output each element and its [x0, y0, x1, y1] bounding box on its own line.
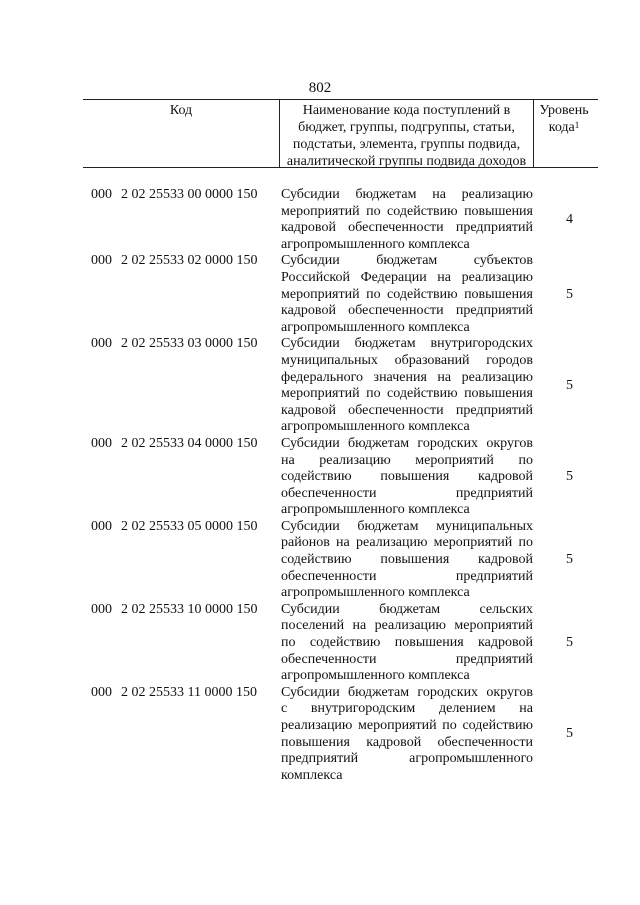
table-row	[83, 602, 598, 685]
revenue-name-line: кадровой обеспеченности предприятий	[281, 220, 533, 236]
revenue-name-line: обеспеченности предприятий	[281, 568, 533, 584]
revenue-name-line: кадровой обеспеченности предприятий	[281, 402, 533, 418]
code-level: 5	[566, 552, 573, 568]
revenue-code: 2 02 25533 11 0000 150	[121, 684, 257, 700]
table-body	[83, 187, 598, 784]
revenue-name-line: районов на реализацию мероприятий по	[281, 535, 533, 551]
revenue-name-line: агропромышленного комплекса	[281, 585, 470, 601]
revenue-code: 2 02 25533 04 0000 150	[121, 435, 258, 451]
revenue-name-line: повышения кадровой обеспеченности	[281, 734, 533, 750]
revenue-name-line: содействию повышения кадровой	[281, 552, 533, 568]
revenue-name-line: Субсидии бюджетам на реализацию	[281, 187, 533, 202]
revenue-name-line: Субсидии бюджетам городских округов	[281, 684, 533, 700]
revenue-name-line: мероприятий по содействию повышения	[281, 286, 533, 302]
revenue-name	[279, 436, 533, 519]
admin-code: 000	[91, 253, 112, 269]
code-level: 5	[566, 377, 573, 393]
revenue-name-line: агропромышленного комплекса	[281, 668, 470, 684]
admin-code: 000	[91, 684, 112, 700]
revenue-name-line: по содействию повышения кадровой	[281, 635, 533, 651]
revenue-name-line: агропромышленного комплекса	[281, 319, 470, 335]
revenue-name-line: агропромышленного комплекса	[281, 502, 470, 518]
revenue-name-line: агропромышленного комплекса	[281, 236, 470, 252]
revenue-name-line: Субсидии бюджетам субъектов	[281, 253, 533, 269]
table-header	[83, 99, 598, 168]
revenue-name-line: агропромышленного комплекса	[281, 419, 470, 435]
revenue-name-line: поселений на реализацию мероприятий	[281, 618, 533, 634]
table-row	[83, 685, 598, 785]
table-row	[83, 253, 598, 336]
revenue-name	[279, 519, 533, 602]
revenue-name	[279, 253, 533, 336]
code-level: 4	[566, 211, 573, 227]
code-level: 5	[566, 635, 573, 651]
header-code: Код	[169, 103, 193, 118]
revenue-name-line: кадровой обеспеченности предприятий	[281, 303, 533, 319]
header-name: Наименование кода поступлений в бюджет, группы, подгруппы, статьи, подстатьи, элемента, группы подвида, аналитической группы подвида доходов	[279, 100, 534, 167]
revenue-name-line: реализацию мероприятий по содействию	[281, 718, 533, 733]
table-row	[83, 187, 598, 253]
revenue-code: 2 02 25533 05 0000 150	[121, 518, 258, 534]
revenue-name	[279, 336, 533, 436]
revenue-name-line: обеспеченности предприятий	[281, 651, 533, 667]
revenue-name-line: мероприятий по содействию повышения	[281, 203, 533, 219]
revenue-code: 2 02 25533 00 0000 150	[121, 187, 258, 202]
revenue-name-line: Субсидии бюджетам сельских	[281, 601, 533, 617]
admin-code: 000	[91, 518, 112, 534]
revenue-code: 2 02 25533 10 0000 150	[121, 601, 258, 617]
revenue-name-line: предприятий агропромышленного	[281, 751, 533, 767]
header-level-footnote: 1	[574, 120, 580, 130]
table-row	[83, 336, 598, 436]
revenue-name-line: обеспеченности предприятий	[281, 485, 533, 501]
revenue-name-line: мероприятий по содействию повышения	[281, 386, 533, 402]
revenue-name-line: на реализацию мероприятий по	[281, 452, 533, 468]
code-level: 5	[566, 286, 573, 302]
revenue-name-line: с внутригородским делением на	[281, 701, 533, 717]
code-level: 5	[566, 726, 573, 742]
table-row	[83, 436, 598, 519]
revenue-code: 2 02 25533 03 0000 150	[121, 336, 258, 352]
revenue-name-line: Российской Федерации на реализацию	[281, 269, 533, 285]
revenue-name-line: содействию повышения кадровой	[281, 469, 533, 485]
revenue-name-line: Субсидии бюджетам городских округов	[281, 435, 533, 451]
revenue-name-line: федерального значения на реализацию	[281, 369, 533, 385]
table-row	[83, 519, 598, 602]
revenue-name	[279, 685, 533, 785]
revenue-name	[279, 602, 533, 685]
code-level: 5	[566, 469, 573, 485]
admin-code: 000	[91, 435, 112, 451]
admin-code: 000	[91, 187, 112, 202]
admin-code: 000	[91, 601, 112, 617]
revenue-name-line: Субсидии бюджетам муниципальных	[281, 518, 533, 534]
revenue-name	[279, 187, 533, 253]
revenue-name-line: комплекса	[281, 767, 343, 783]
revenue-code: 2 02 25533 02 0000 150	[121, 253, 258, 269]
revenue-name-line: муниципальных образований городов	[281, 352, 533, 368]
revenue-name-line: Субсидии бюджетам внутригородских	[281, 336, 533, 352]
header-level-label: Уровень кода	[539, 103, 589, 135]
header-level	[534, 100, 598, 167]
admin-code: 000	[91, 336, 112, 352]
page-number: 802	[308, 80, 332, 96]
